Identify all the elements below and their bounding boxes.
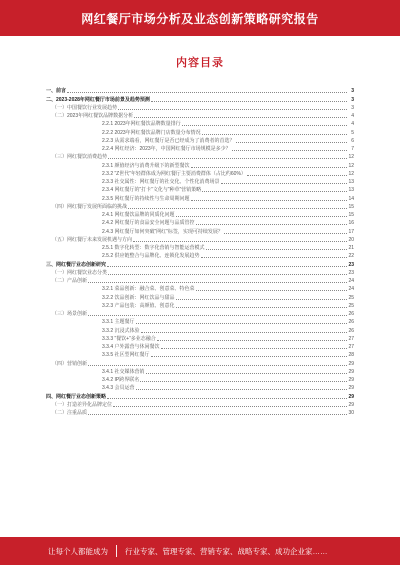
toc-page-number: 20 xyxy=(348,236,354,243)
toc-entry-text: 2.5.2 供应链整合与品牌化、连锁化发展趋势 xyxy=(102,253,200,260)
toc-page-number: 6 xyxy=(351,137,354,144)
toc-entry-text: 一、前言 xyxy=(46,88,67,95)
toc-page-number: 23 xyxy=(348,261,354,268)
toc-entry-text: 3.4.1 社交媒体营销 xyxy=(102,368,145,375)
toc-entry[interactable] xyxy=(46,178,354,186)
toc-page-number: 21 xyxy=(348,245,354,251)
toc-entry[interactable] xyxy=(46,376,354,384)
toc-entry[interactable] xyxy=(46,153,354,161)
toc-page-number: 7 xyxy=(351,146,354,152)
toc-entry[interactable] xyxy=(46,211,354,219)
toc-leader-dots xyxy=(108,158,347,159)
footer-slogan-left: 让每个人都能成为 xyxy=(48,546,108,556)
toc-leader-dots xyxy=(196,290,347,291)
toc-entry[interactable] xyxy=(46,128,354,136)
toc-leader-dots xyxy=(232,150,347,151)
toc-entry-text: 2.4.2 网红餐厅的食品安全问题与品质管控 xyxy=(102,220,195,227)
toc-page-number: 29 xyxy=(348,401,354,408)
toc-page-number: 15 xyxy=(348,203,354,210)
toc-entry[interactable] xyxy=(46,269,354,277)
toc-leader-dots xyxy=(67,92,347,93)
toc-page-number: 12 xyxy=(348,170,354,177)
toc-leader-dots xyxy=(176,307,347,308)
toc-page-number: 4 xyxy=(351,121,354,128)
toc-page-number: 13 xyxy=(348,179,354,185)
toc-leader-dots xyxy=(196,224,347,225)
toc-leader-dots xyxy=(128,208,347,209)
toc-entry-text: （三）场景创新 xyxy=(52,311,88,317)
toc-page-number: 25 xyxy=(348,302,354,309)
toc-leader-dots xyxy=(224,233,347,234)
toc-leader-dots xyxy=(176,299,347,300)
toc-entry-text: 2.3.2 “Z世代”年轻群体成为网红餐厅主要消费群体（占比约60%） xyxy=(102,170,246,177)
toc-entry-text: 3.3.3 “餐饮+”多业态融合 xyxy=(102,335,156,342)
toc-entry[interactable] xyxy=(46,95,354,103)
toc-entry[interactable] xyxy=(46,384,354,392)
toc-entry[interactable] xyxy=(46,409,354,417)
toc-leader-dots xyxy=(191,200,347,201)
toc-leader-dots xyxy=(247,175,347,176)
toc-entry-text: 3.2.1 菜品创新：融合菜、创意菜、特色菜 xyxy=(102,286,195,293)
toc-entry[interactable] xyxy=(46,219,354,227)
toc-entry[interactable] xyxy=(46,277,354,285)
page-header xyxy=(0,0,400,36)
toc-leader-dots xyxy=(201,257,347,258)
toc-page-number: 3 xyxy=(351,104,354,111)
toc-entry-text: （五）网红餐厅未来发展机遇与方向 xyxy=(52,236,133,243)
toc-entry-text: 2.4.1 网红餐饮品牌的同质化问题 xyxy=(102,212,175,218)
toc-leader-dots xyxy=(161,348,347,349)
toc-entry-text: （三）网红餐饮消费趋势 xyxy=(52,154,108,161)
toc-entry-text: 2.3.5 网红餐厅的持续性与生命周期问题 xyxy=(102,195,190,202)
toc-entry[interactable] xyxy=(46,227,354,235)
toc-entry[interactable] xyxy=(46,302,354,310)
toc-entry[interactable] xyxy=(46,186,354,194)
toc-entry[interactable] xyxy=(46,87,354,95)
toc-leader-dots xyxy=(206,249,347,250)
toc-leader-dots xyxy=(88,282,347,283)
toc-entry-text: （二）注重品质 xyxy=(52,410,88,416)
toc-page-number: 29 xyxy=(348,385,354,392)
toc-entry[interactable] xyxy=(46,351,354,359)
toc-entry-text: 3.4.3 会员运营 xyxy=(102,385,135,392)
toc-entry[interactable] xyxy=(46,194,354,202)
toc-leader-dots xyxy=(182,125,347,126)
toc-entry[interactable] xyxy=(46,293,354,301)
toc-leader-dots xyxy=(107,266,347,267)
toc-entry-text: 3.3.2 沉浸式体验 xyxy=(102,327,140,334)
toc-page-number: 13 xyxy=(348,187,354,194)
toc-page-number: 16 xyxy=(348,220,354,227)
toc-page-number: 22 xyxy=(348,253,354,260)
toc-entry[interactable] xyxy=(46,120,354,128)
toc-entry-text: 2.2.1 2023年网红餐饮品牌数量排行 xyxy=(102,121,181,128)
toc-entry-text: （二）2023年网红餐饮品牌数据分析 xyxy=(52,113,134,119)
toc-page-number: 30 xyxy=(348,410,354,416)
toc-page-number: 26 xyxy=(348,327,354,334)
toc-page-number: 28 xyxy=(348,352,354,359)
toc-page-number: 3 xyxy=(351,88,354,95)
toc-entry[interactable] xyxy=(46,392,354,400)
toc-leader-dots xyxy=(88,315,347,316)
toc-page-number: 27 xyxy=(348,335,354,342)
toc-entry-text: 3.3.5 社区型网红餐厅 xyxy=(102,352,150,359)
toc-page-number: 15 xyxy=(348,212,354,218)
toc-entry[interactable] xyxy=(46,252,354,260)
toc-entry-text: 3.2.3 产品包装：高颜值、创意化 xyxy=(102,302,175,309)
toc-leader-dots xyxy=(136,389,347,390)
toc-entry[interactable] xyxy=(46,401,354,409)
toc-entry-text: 2.2.2 2023年网红餐饮品牌门店数量分布情况 xyxy=(102,129,201,136)
toc-entry-text: 3.3.4 户外露营与休闲餐饮 xyxy=(102,344,160,350)
toc-leader-dots xyxy=(113,406,347,407)
toc-page-number: 12 xyxy=(348,162,354,169)
toc-entry-text: 2.5.1 数字化转型：数字化营销与智能运营模式 xyxy=(102,245,205,251)
toc-entry[interactable] xyxy=(46,326,354,334)
toc-entry-text: 2.4.3 网红餐厅如何突破“网红”标签，实现可持续发展？ xyxy=(102,228,223,235)
toc-entry-text: （二）产品创新 xyxy=(52,278,88,284)
footer-slogan-right: 行业专家、管理专家、营销专家、战略专家、成功企业家…… xyxy=(125,546,328,556)
toc-leader-dots xyxy=(133,241,347,242)
toc-page-number: 25 xyxy=(348,294,354,301)
toc-entry[interactable] xyxy=(46,112,354,120)
toc-page-number: 29 xyxy=(348,368,354,375)
toc-page-number: 26 xyxy=(348,311,354,317)
toc-entry-text: 2.3.4 网红餐厅的“打卡”文化与“种草”营销策略 xyxy=(102,187,202,194)
toc-page-number: 24 xyxy=(348,286,354,293)
toc-entry-text: 3.3.1 主题餐厅 xyxy=(102,319,135,326)
toc-entry[interactable] xyxy=(46,310,354,318)
toc-leader-dots xyxy=(176,216,347,217)
toc-page-number: 23 xyxy=(348,269,354,276)
toc-entry[interactable] xyxy=(46,285,354,293)
toc-leader-dots xyxy=(236,142,347,143)
toc-entry[interactable] xyxy=(46,137,354,145)
toc-leader-dots xyxy=(141,332,347,333)
toc-entry[interactable] xyxy=(46,104,354,112)
toc-leader-dots xyxy=(221,183,347,184)
toc-entry-text: （四）网红餐厅发展所面临的挑战 xyxy=(52,203,128,210)
toc-entry[interactable] xyxy=(46,368,354,376)
toc-page-number: 14 xyxy=(348,195,354,202)
toc-leader-dots xyxy=(107,398,347,399)
toc-leader-dots xyxy=(202,191,347,192)
toc-leader-dots xyxy=(88,365,347,366)
report-title: 网红餐厅市场分析及业态创新策略研究报告 xyxy=(81,11,319,26)
toc-entry[interactable] xyxy=(46,161,354,169)
toc-page-number: 24 xyxy=(348,278,354,284)
toc-entry-text: （一）打造差异化品牌定位 xyxy=(52,401,113,408)
toc-leader-dots xyxy=(118,109,347,110)
toc-page-number: 27 xyxy=(348,344,354,350)
toc-leader-dots xyxy=(191,167,347,168)
toc-entry-text: 3.2.2 饮品创新：网红饮品与甜品 xyxy=(102,294,175,301)
toc-leader-dots xyxy=(88,414,347,415)
toc-entry-text: （一）中国餐饮行业发展趋势 xyxy=(52,104,118,111)
toc-entry[interactable] xyxy=(46,203,354,211)
toc-page-number: 26 xyxy=(348,319,354,326)
toc-entry-text: 2.3.3 社交属性：网红餐厅的社交化、个性化消费场景 xyxy=(102,179,220,185)
toc-heading: 内容目录 xyxy=(176,57,224,69)
toc-leader-dots xyxy=(136,323,347,324)
toc-entry[interactable] xyxy=(46,260,354,268)
page-footer xyxy=(0,537,400,565)
toc-leader-dots xyxy=(202,134,347,135)
toc-entry-text: 四、网红餐厅业态创新策略 xyxy=(46,393,107,400)
toc-leader-dots xyxy=(151,101,347,102)
toc-entry[interactable] xyxy=(46,318,354,326)
toc-entry[interactable] xyxy=(46,145,354,153)
toc-entry-text: （四）营销创新 xyxy=(52,360,88,367)
toc-entry[interactable] xyxy=(46,244,354,252)
toc-entry[interactable] xyxy=(46,335,354,343)
toc-leader-dots xyxy=(146,373,347,374)
toc-page-number: 17 xyxy=(348,228,354,235)
toc-entry-text: 2.2.4 网红经济：2023年，中国网红餐厅市场规模是多少？ xyxy=(102,146,231,152)
toc-entry-text: （一）网红餐饮业态分类 xyxy=(52,269,108,276)
toc-leader-dots xyxy=(108,274,347,275)
toc-entry-text: 2.2.3 从需求端看，网红餐厅是否已经成为了消费者的首选？ xyxy=(102,137,235,144)
toc-entry-text: 三、网红餐厅业态创新研究 xyxy=(46,261,107,268)
toc-leader-dots xyxy=(134,117,347,118)
toc-entry-text: 2.3.1 颜值经济与消费升级下的新型餐饮 xyxy=(102,162,190,169)
toc-entry[interactable] xyxy=(46,359,354,367)
table-of-contents xyxy=(46,87,354,417)
footer-divider xyxy=(116,545,117,557)
toc-page-number: 5 xyxy=(351,129,354,136)
toc-page-number: 4 xyxy=(351,113,354,119)
toc-entry-text: 3.4.2 IP跨界联名 xyxy=(102,377,140,383)
toc-page-number: 29 xyxy=(348,360,354,367)
toc-page-number: 12 xyxy=(348,154,354,161)
toc-page-number: 29 xyxy=(348,393,354,400)
toc-entry[interactable] xyxy=(46,170,354,178)
toc-page-number: 29 xyxy=(348,377,354,383)
toc-entry-text: 二、2023-2028年网红餐厅市场前景及趋势预测 xyxy=(46,96,150,103)
toc-leader-dots xyxy=(157,340,347,341)
toc-entry[interactable] xyxy=(46,343,354,351)
toc-entry[interactable] xyxy=(46,236,354,244)
toc-leader-dots xyxy=(151,356,347,357)
toc-page-number: 3 xyxy=(351,96,354,103)
toc-leader-dots xyxy=(140,381,347,382)
